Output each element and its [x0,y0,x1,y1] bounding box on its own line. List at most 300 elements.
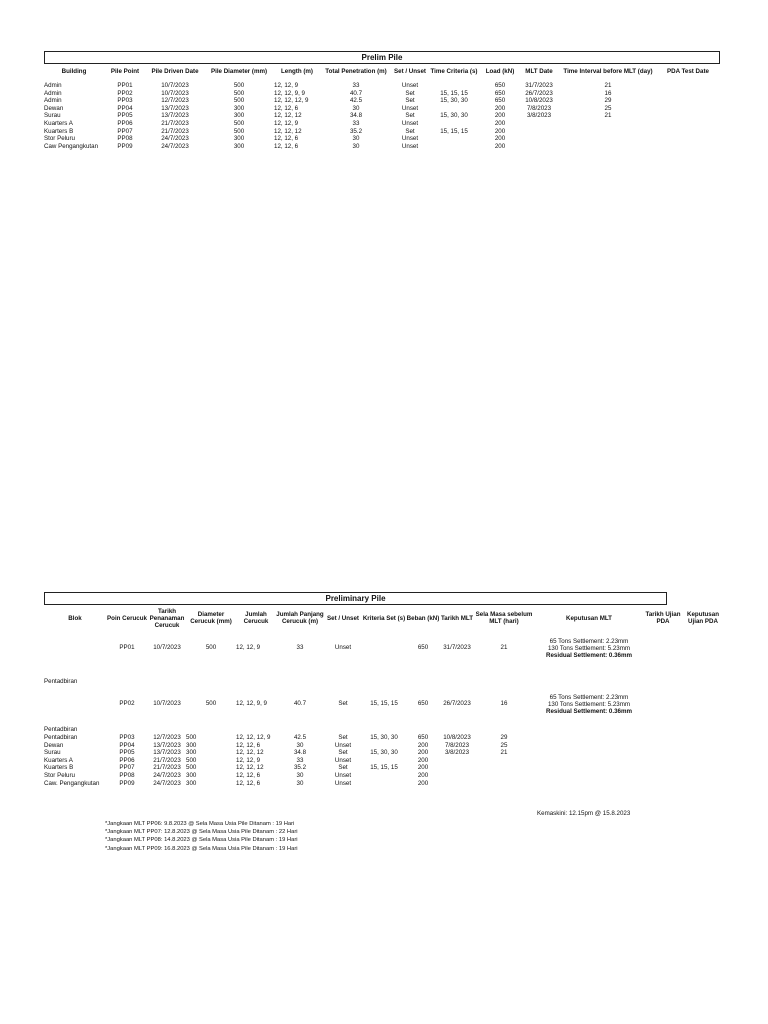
table-cell [44,686,106,722]
table-cell [534,757,644,765]
col-header: Tarikh MLT [440,614,474,622]
table-cell [534,764,644,772]
mlt-result-line: 130 Tons Settlement: 5.23mm [547,700,631,708]
table-cell [534,722,644,734]
table-cell [428,105,480,113]
preliminary-body [44,630,724,787]
table-cell [644,780,682,788]
col-header: Pile Diameter (mm) [210,67,268,75]
table-cell [236,722,276,734]
table-cell: 30 [352,142,360,150]
table-cell: Dewan [44,104,64,112]
prelim-pile-title: Prelim Pile [44,51,720,64]
table-cell [558,120,658,128]
table-cell [558,135,658,143]
table-cell [186,722,236,734]
table-cell: PP05 [117,112,133,120]
table-cell: 30 [352,104,360,112]
table-cell: Set [338,734,348,741]
col-header: Time Interval before MLT (day) [563,67,653,75]
table-cell: 500 [233,97,245,105]
table-cell [534,772,644,780]
table-cell: 15, 15, 15 [370,700,398,708]
table-row [44,97,718,105]
table-cell: 30 [296,741,304,749]
table-cell: 21 [604,82,612,89]
mlt-result-cell [534,630,644,666]
prelim-header-row [44,66,718,76]
table-cell [428,135,480,143]
table-cell: 10/8/2023 [525,97,553,105]
col-header: Load (kN) [485,67,515,75]
col-header: Length (m) [281,67,313,75]
table-cell: PP01 [119,644,135,652]
col-header: MLT Date [525,67,553,75]
table-cell [362,666,406,686]
table-cell: 200 [417,779,429,787]
table-cell: 500 [186,756,197,764]
table-cell: 500 [205,644,217,652]
table-cell [362,722,406,734]
table-cell: 12, 12, 12, 9 [236,734,271,741]
table-row [44,90,718,98]
note-line: *Jangkaan MLT PP07: 12.8.2023 @ Sela Masa Usia Pile Ditanam : 22 Hari [105,829,298,836]
table-cell [520,135,558,143]
table-cell: 650 [494,97,506,105]
table-cell [474,722,534,734]
table-cell [534,742,644,750]
table-cell: 7/8/2023 [526,104,552,112]
table-cell: 34.8 [349,112,363,120]
table-cell [644,722,682,734]
table-cell: 200 [417,749,429,757]
table-cell: 16 [604,89,612,97]
table-cell [362,742,406,750]
table-row [44,686,724,722]
table-cell [682,666,724,686]
table-row [44,749,724,757]
table-cell: 12/7/2023 [161,97,189,105]
table-cell: 12, 12, 9, 9 [236,700,267,708]
table-cell: Admin [44,89,62,97]
preliminary-pile-title: Preliminary Pile [44,592,667,605]
table-cell [658,97,718,105]
table-cell: 12, 12, 12 [274,127,302,135]
table-cell [362,772,406,780]
table-cell: 10/7/2023 [161,89,189,97]
table-cell: 21/7/2023 [153,756,181,764]
table-cell: Unset [401,82,419,89]
table-cell: 16 [500,700,508,708]
table-cell: 3/8/2023 [444,749,470,757]
table-cell [186,666,236,686]
table-cell: PP03 [117,97,133,105]
table-cell: 12, 12, 6 [274,135,299,143]
table-cell: Set [405,97,415,105]
table-cell: PP07 [117,127,133,135]
table-cell: 300 [233,112,245,120]
table-cell [440,757,474,765]
table-cell [682,780,724,788]
table-cell [148,722,186,734]
table-cell [682,742,724,750]
table-row [44,772,724,780]
table-cell: Unset [334,771,352,779]
col-header: Total Penetration (m) [325,67,387,75]
table-cell: 12, 12, 6 [274,142,299,150]
table-cell: 21 [500,644,508,652]
table-cell: PP04 [117,104,133,112]
table-cell: PP08 [117,135,133,143]
table-cell [682,749,724,757]
table-cell: 30 [352,135,360,143]
table-cell: 15, 30, 30 [370,734,398,741]
table-cell: 650 [417,734,429,741]
table-cell [520,128,558,136]
col-header: Time Criteria (s) [430,67,478,75]
col-header: Set / Unset [394,67,426,75]
table-cell [644,764,682,772]
table-cell [534,666,644,686]
table-cell [148,666,186,686]
table-cell [644,734,682,742]
table-cell: Admin [44,97,62,105]
table-cell: 24/7/2023 [153,771,181,779]
table-cell: 15, 15, 15 [440,89,468,97]
table-cell: Set [405,89,415,97]
table-cell: Kuarters B [44,127,74,135]
table-cell: 12, 12, 9 [236,644,261,652]
table-cell: 13/7/2023 [153,741,181,749]
table-cell: 10/7/2023 [153,644,181,652]
block-label: Pentadbiran [44,726,78,734]
table-cell [474,780,534,788]
col-header: Tarikh Penanaman Cerucuk [149,607,185,629]
table-cell [644,686,682,722]
table-row [44,112,718,120]
table-cell [658,135,718,143]
table-cell: 200 [494,112,506,120]
table-cell: 33 [296,756,304,764]
table-cell [440,780,474,788]
table-cell: 33 [352,82,360,89]
block-label-row [44,666,724,686]
mlt-result-line: 65 Tons Settlement: 2.23mm [549,637,629,645]
table-cell: PP05 [119,749,135,757]
table-cell: 300 [186,771,197,779]
table-cell: 650 [494,82,506,89]
table-cell: Set [338,749,348,757]
table-row [44,780,724,788]
col-header: Beban (kN) [406,614,440,622]
table-row [44,630,724,666]
block-label: Pentadbiran [44,678,78,686]
table-cell: Dewan [44,741,64,749]
table-cell: PP09 [119,779,135,787]
table-cell: 12, 12, 12 [236,749,264,757]
table-cell: PP02 [117,89,133,97]
table-row [44,143,718,151]
table-cell: 200 [494,119,506,127]
table-cell [406,666,440,686]
table-cell [406,722,440,734]
prelim-body [44,76,718,150]
table-cell: Kuarters A [44,119,73,127]
table-cell: 21 [500,749,508,757]
table-cell: Pentadbiran [44,734,78,741]
table-cell: 12/7/2023 [153,734,181,741]
table-cell: 30 [296,771,304,779]
table-cell: 10/8/2023 [443,734,471,741]
note-line: *Jangkaan MLT PP08: 14.8.2023 @ Sela Masa Usia Pile Ditanam : 19 Hari [105,837,298,844]
table-cell [428,120,480,128]
table-cell: 13/7/2023 [161,112,189,120]
table-cell: Stor Peluru [44,771,75,779]
table-cell: 42.5 [349,97,363,105]
table-cell [534,734,644,742]
mlt-result-line: 130 Tons Settlement: 5.23mm [547,644,631,652]
table-cell [428,143,480,151]
table-cell [682,757,724,765]
table-cell [682,686,724,722]
note-line: *Jangkaan MLT PP09: 16.8.2023 @ Sela Masa Usia Pile Ditanam : 19 Hari [105,845,298,852]
table-cell [682,630,724,666]
table-cell: 200 [494,135,506,143]
table-cell: 13/7/2023 [161,104,189,112]
table-cell [644,772,682,780]
table-row [44,82,718,90]
table-cell: 21/7/2023 [161,127,189,135]
table-cell: 24/7/2023 [161,142,189,150]
table-cell [644,757,682,765]
table-cell [362,757,406,765]
table-cell: 21 [604,112,612,120]
col-header: Pile Point [110,67,140,75]
table-cell: PP03 [119,734,135,741]
table-cell: 31/7/2023 [525,82,553,89]
table-cell [658,105,718,113]
table-cell: 650 [417,700,429,708]
table-cell: 12, 12, 9 [274,119,299,127]
table-cell: 12, 12, 12 [236,764,264,772]
table-cell [440,722,474,734]
table-cell: 12, 12, 6 [274,104,299,112]
table-cell [362,780,406,788]
table-cell: 24/7/2023 [153,779,181,787]
table-row [44,757,724,765]
table-cell: Set [338,700,348,708]
table-cell [440,666,474,686]
table-cell: 15, 30, 30 [370,749,398,757]
table-cell [474,757,534,765]
table-row [44,135,718,143]
preliminary-header-row [44,606,724,630]
table-cell: 26/7/2023 [525,89,553,97]
table-row [44,742,724,750]
col-header: Jumlah Panjang Cerucuk (m) [276,611,324,625]
table-cell: 200 [417,741,429,749]
table-cell [440,764,474,772]
mlt-result-line: Residual Settlement: 0.36mm [546,707,632,715]
table-cell [658,112,718,120]
table-cell [534,749,644,757]
table-cell [276,722,324,734]
mlt-result-cell [534,686,644,722]
table-cell [362,630,406,666]
table-cell: Unset [334,779,352,787]
col-header: Tarikh Ujian PDA [645,611,681,625]
table-cell: 21/7/2023 [153,764,181,772]
table-cell: 40.7 [349,89,363,97]
table-cell [534,780,644,788]
table-row [44,128,718,136]
table-cell: 13/7/2023 [153,749,181,757]
col-header: Set / Unset [327,614,359,622]
table-cell: 25 [604,104,612,112]
table-cell: 300 [233,104,245,112]
table-cell: 12, 12, 6 [236,741,261,749]
table-cell: Set [405,112,415,120]
table-cell [106,666,148,686]
block-label-row [44,722,724,734]
table-cell [658,90,718,98]
table-cell: 31/7/2023 [443,644,471,652]
table-cell: PP08 [119,771,135,779]
table-cell [474,764,534,772]
table-cell [682,764,724,772]
table-cell: 650 [417,644,429,652]
table-cell [644,630,682,666]
table-cell: 29 [500,734,508,741]
note-line: *Jangkaan MLT PP06: 9.8.2023 @ Sela Masa Usia Pile Ditanam : 19 Hari [105,821,295,827]
col-header: Jumlah Cerucuk [243,611,269,625]
table-cell: 200 [494,104,506,112]
table-cell: PP06 [119,756,135,764]
mlt-result-line: 65 Tons Settlement: 2.23mm [549,693,629,701]
table-cell: PP02 [119,700,135,708]
col-header: Sela Masa sebelum MLT (hari) [475,611,533,625]
table-cell: PP01 [117,82,133,89]
col-header: Pile Driven Date [151,67,199,75]
table-cell: Set [338,764,348,772]
table-cell: Surau [44,112,61,120]
table-cell [644,742,682,750]
table-cell [644,666,682,686]
col-header: PDA Test Date [667,67,709,75]
table-cell: 15, 30, 30 [440,97,468,105]
table-cell: Set [405,127,415,135]
table-cell: 10/7/2023 [161,82,189,89]
table-cell [658,143,718,151]
table-cell: 12, 12, 6 [236,771,261,779]
col-header: Keputusan MLT [566,614,612,622]
table-cell [658,120,718,128]
table-cell: PP07 [119,764,135,772]
table-cell [658,128,718,136]
table-cell: 10/7/2023 [153,700,181,708]
preliminary-pile-table [44,606,724,787]
table-cell: 12, 12, 9 [236,756,261,764]
table-cell [236,666,276,686]
table-cell: 12, 12, 12 [274,112,302,120]
table-cell: 25 [500,741,508,749]
table-cell: 500 [186,764,197,772]
table-cell: 300 [233,142,245,150]
table-cell [440,772,474,780]
table-cell: PP04 [119,741,135,749]
table-row [44,734,724,742]
table-cell: 33 [296,644,304,652]
table-cell: Surau [44,749,61,757]
table-cell: 29 [604,97,612,105]
table-cell: 26/7/2023 [443,700,471,708]
table-cell [644,749,682,757]
table-row [44,105,718,113]
table-cell: Kuarters B [44,764,74,772]
table-cell: Caw. Pengangkutan [44,779,100,787]
table-cell: 15, 15, 15 [440,127,468,135]
table-cell: 35.2 [293,764,307,772]
table-cell: 21/7/2023 [161,119,189,127]
table-cell: Kuarters A [44,756,73,764]
table-cell: 500 [186,734,197,741]
table-cell [520,120,558,128]
table-cell: 200 [494,142,506,150]
table-cell: 40.7 [293,700,307,708]
table-cell [474,772,534,780]
table-cell: 30 [296,779,304,787]
table-cell: Admin [44,82,62,89]
table-cell: 24/7/2023 [161,135,189,143]
table-cell [682,734,724,742]
table-cell: 650 [494,89,506,97]
last-updated-text: Kemaskini: 12.15pm @ 15.8.2023 [537,810,631,817]
table-cell: 12, 12, 6 [236,779,261,787]
table-cell: 12, 12, 9 [274,82,299,89]
table-cell: Unset [334,756,352,764]
table-cell: 200 [417,764,429,772]
col-header: Diameter Cerucuk (mm) [190,611,232,625]
table-cell: Unset [334,741,352,749]
prelim-pile-table [44,66,718,150]
table-cell: 33 [352,119,360,127]
table-cell: 3/8/2023 [526,112,552,120]
table-cell [682,772,724,780]
table-cell [106,722,148,734]
table-cell: 300 [186,741,197,749]
table-cell: 34.8 [293,749,307,757]
col-header: Poin Cerucuk [107,614,147,622]
table-cell: 300 [186,779,197,787]
table-row [44,764,724,772]
table-cell: 200 [417,756,429,764]
mlt-expectation-notes [105,820,298,853]
table-cell: 15, 15, 15 [370,764,398,772]
table-cell [682,722,724,734]
table-cell: 500 [205,700,217,708]
table-cell: Unset [401,135,419,143]
table-cell: Unset [401,119,419,127]
table-cell [520,143,558,151]
table-cell [558,128,658,136]
table-cell: 12, 12, 9, 9 [274,89,305,97]
table-cell: 500 [233,89,245,97]
table-cell: 200 [494,127,506,135]
table-cell: 35.2 [349,127,363,135]
table-cell [474,666,534,686]
table-cell: 500 [233,119,245,127]
table-cell [324,722,362,734]
